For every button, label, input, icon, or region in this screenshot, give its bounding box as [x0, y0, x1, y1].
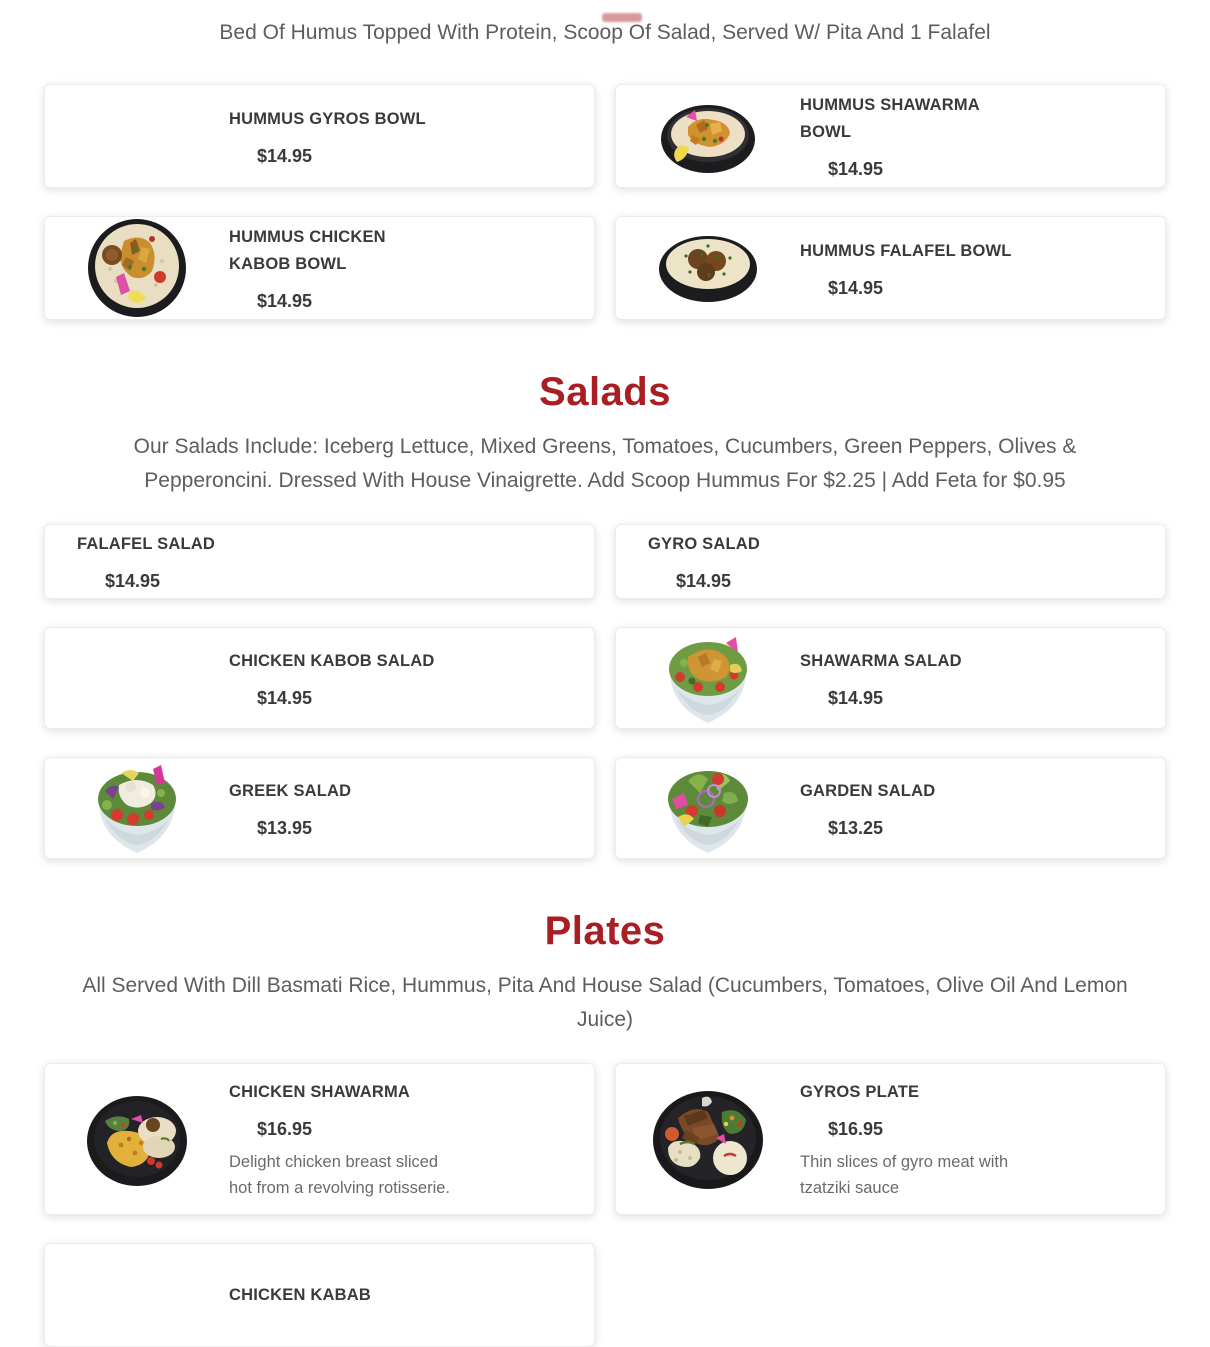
menu-item-card — [44, 1063, 595, 1215]
item-photo-slot — [616, 95, 800, 177]
chicken-shawarma-plate-photo — [85, 1091, 189, 1189]
menu-item-card — [44, 524, 595, 599]
chicken-kabob-bowl-photo — [86, 217, 188, 319]
item-photo-slot — [616, 228, 800, 308]
menu-item-card — [615, 216, 1166, 320]
item-name: SHAWARMA SALAD — [800, 651, 962, 670]
section-description: Bed Of Humus Topped With Protein, Scoop Of Salad, Served W/ Pita And 1 Falafel — [219, 21, 991, 44]
gyros-plate-photo — [650, 1086, 766, 1194]
item-price: $13.25 — [828, 817, 884, 838]
item-price: $14.95 — [257, 291, 313, 311]
greek-salad-photo — [91, 759, 183, 857]
item-photo-slot — [616, 1086, 800, 1194]
section-description: All Served With Dill Basmati Rice, Hummus, Pita And House Salad (Cucumbers, Tomatoes, Olive Oil And Lemon Juice) — [82, 974, 1128, 1031]
item-price: $14.95 — [828, 687, 884, 708]
menu-item-card — [44, 757, 595, 859]
item-info — [229, 642, 434, 715]
item-info — [648, 525, 760, 598]
item-info — [800, 86, 1022, 186]
item-price: $14.95 — [257, 687, 313, 708]
menu-item-card — [44, 1243, 595, 1347]
item-price: $14.95 — [676, 571, 732, 591]
item-name: CHICKEN KABOB SALAD — [229, 651, 435, 670]
item-price: $16.95 — [257, 1119, 313, 1139]
menu-item-card — [44, 84, 595, 188]
item-photo-slot — [45, 217, 229, 319]
item-info — [800, 232, 1012, 305]
item-name: HUMMUS GYROS BOWL — [229, 109, 426, 128]
menu-grid-hummus-bowls — [44, 84, 1166, 320]
falafel-bowl-photo — [656, 228, 760, 308]
garden-salad-photo — [660, 759, 756, 857]
shawarma-bowl-photo — [658, 95, 758, 177]
item-photo-slot — [45, 1091, 229, 1189]
menu-item-card — [615, 1063, 1166, 1215]
item-name: HUMMUS CHICKEN KABOB BOWL — [229, 228, 386, 273]
item-name: GREEK SALAD — [229, 781, 352, 800]
item-description: Delight chicken breast sliced hot from a revolving rotisserie. — [229, 1153, 451, 1197]
cropped-section-heading-remnant — [602, 13, 642, 22]
item-info — [229, 1073, 451, 1207]
item-info — [800, 642, 962, 715]
section-title-salads: Salads — [539, 370, 671, 414]
item-info — [229, 218, 451, 318]
item-name: HUMMUS SHAWARMA BOWL — [800, 96, 980, 141]
menu-item-card — [615, 757, 1166, 859]
item-info — [77, 525, 215, 598]
item-photo-slot — [616, 629, 800, 727]
item-info — [229, 772, 351, 845]
item-price: $14.95 — [828, 159, 884, 179]
item-name: GYRO SALAD — [648, 535, 761, 553]
item-photo-slot — [45, 759, 229, 857]
menu-item-card — [615, 627, 1166, 729]
menu-grid-salads — [44, 524, 1166, 859]
item-price: $14.95 — [257, 145, 313, 166]
menu-item-card — [44, 627, 595, 729]
menu-item-card — [44, 216, 595, 320]
shawarma-salad-photo — [662, 629, 754, 727]
item-name: CHICKEN SHAWARMA — [229, 1083, 411, 1101]
item-name: GYROS PLATE — [800, 1083, 920, 1101]
menu-grid-plates — [44, 1063, 1166, 1347]
menu-item-card — [615, 524, 1166, 599]
item-info — [229, 1276, 371, 1315]
item-name: GARDEN SALAD — [800, 781, 936, 800]
item-name: FALAFEL SALAD — [77, 535, 215, 553]
item-info — [800, 1073, 1022, 1207]
item-price: $14.95 — [105, 571, 161, 591]
item-info — [800, 772, 935, 845]
item-photo-slot — [616, 759, 800, 857]
item-name: CHICKEN KABAB — [229, 1285, 371, 1304]
section-title-plates: Plates — [544, 909, 666, 953]
menu-item-card — [615, 84, 1166, 188]
item-price: $13.95 — [257, 817, 313, 838]
section-description: Our Salads Include: Iceberg Lettuce, Mixed Greens, Tomatoes, Cucumbers, Green Peppers, Olives & Pepperoncini. Dressed With House Vinaigrette. Add Scoop Hummus For $2.25 | Add Feta for $0.95 — [133, 435, 1077, 492]
item-info — [229, 100, 426, 173]
restaurant-menu — [0, 16, 1210, 1347]
item-name: HUMMUS FALAFEL BOWL — [800, 241, 1012, 260]
item-price: $14.95 — [828, 277, 884, 298]
item-price: $16.95 — [828, 1119, 884, 1139]
item-description: Thin slices of gyro meat with tzatziki sauce — [800, 1153, 1009, 1197]
